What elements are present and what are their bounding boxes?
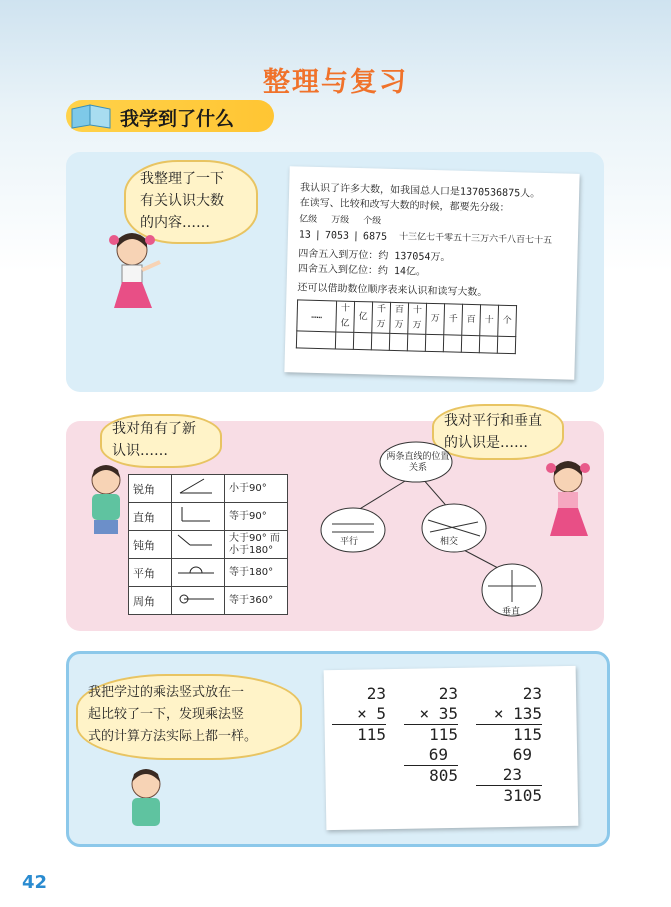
- place-value-empty-cell: [461, 335, 479, 352]
- place-value-cell: 十亿: [336, 301, 355, 332]
- calc-partial: 69: [428, 745, 448, 764]
- place-value-empty-cell: [296, 331, 335, 349]
- angle-desc: 小于90°: [225, 475, 288, 503]
- angle-table: [128, 474, 288, 615]
- angle-name: 钝角: [129, 531, 172, 559]
- angle-desc: 大于90° 而小于180°: [225, 531, 288, 559]
- place-value-empty-cell: [335, 332, 353, 349]
- tree-intersect-label: 相交: [440, 537, 459, 547]
- tree-perpendicular-label: 垂直: [502, 607, 521, 617]
- grade-ge: 个级: [363, 216, 382, 227]
- calc-result: 805: [404, 765, 458, 786]
- angle-shape-icon: [172, 559, 225, 587]
- calc-partial: 69: [512, 745, 532, 764]
- angle-shape-icon: [172, 475, 225, 503]
- angle-name: 锐角: [129, 475, 172, 503]
- grade-wan: 万级: [331, 215, 350, 226]
- calc-result: 115: [332, 724, 386, 745]
- place-value-cell: 千: [444, 304, 463, 335]
- angle-desc: 等于360°: [225, 587, 288, 615]
- bubble-line: 我对平行和垂直: [444, 413, 542, 429]
- angle-row: [129, 531, 288, 559]
- tree-parallel-label: 平行: [340, 537, 359, 547]
- round-to-yi: 四舍五入到亿位：约 14亿。: [297, 263, 427, 278]
- calc-operand: × 35: [419, 704, 458, 723]
- place-value-empty-cell: [353, 332, 371, 349]
- calc-operand: × 5: [357, 704, 386, 723]
- angle-shape-icon: [172, 587, 225, 615]
- place-value-empty-cell: [497, 336, 515, 353]
- number-part-yi: 13: [298, 229, 312, 241]
- number-part-ge: 6875: [362, 231, 388, 243]
- angle-name: 平角: [129, 559, 172, 587]
- bubble-text-big-numbers: [140, 168, 250, 234]
- number-part-wan: 7053: [324, 230, 350, 242]
- bubble-text-multiplication: [88, 682, 257, 748]
- angle-desc: 等于180°: [225, 559, 288, 587]
- note-line: 在读写、比较和改写大数的时候，都要先分级：: [299, 197, 510, 214]
- bubble-line: 式的计算方法实际上都一样。: [88, 729, 258, 744]
- place-value-cell: 千万: [372, 302, 391, 333]
- bubble-line: 我对角有了新: [112, 421, 196, 437]
- place-value-empty-cell: [425, 334, 443, 351]
- calc-23x135: [476, 684, 542, 806]
- calc-partial: 23: [502, 765, 522, 784]
- calc-operand: 23: [438, 684, 458, 703]
- grade-yi: 亿级: [299, 214, 318, 225]
- angle-shape-icon: [172, 503, 225, 531]
- place-value-empty-cell: [371, 333, 389, 350]
- angle-row: [129, 475, 288, 503]
- place-value-cell: ……: [297, 300, 337, 332]
- place-value-cell: 百: [462, 304, 481, 335]
- place-value-cell: 亿: [354, 301, 373, 332]
- calc-operand: × 135: [493, 704, 542, 723]
- page-number: 42: [22, 872, 48, 893]
- angle-desc: 等于90°: [225, 503, 288, 531]
- calc-23x35: [404, 684, 458, 786]
- calc-23x5: [332, 684, 386, 745]
- place-value-empty-cell: [389, 333, 407, 350]
- bubble-line: 的内容……: [140, 215, 210, 231]
- page-title: 整理与复习: [263, 67, 408, 98]
- angle-row: [129, 503, 288, 531]
- bubble-line: 起比较了一下，发现乘法竖: [88, 707, 245, 722]
- angle-name: 直角: [129, 503, 172, 531]
- calc-operand: 23: [366, 684, 386, 703]
- girl-illustration: [100, 230, 170, 320]
- note-line: 我认识了许多大数，如我国总人口是1370536875人。: [299, 182, 541, 200]
- boy-illustration-2: [116, 766, 178, 838]
- angle-row: [129, 559, 288, 587]
- number-reading: 十三亿七千零五十三万六千八百七十五: [398, 232, 553, 247]
- angle-shape-icon: [172, 531, 225, 559]
- round-to-wan: 四舍五入到万位：约 137054万。: [298, 248, 451, 264]
- note-big-numbers-content: 我认识了许多大数，如我国总人口是1370536875人。 在读写、比较和改写大数的时候，都要先分级： 亿级 万级 个级 13 | 7053 | 6875 十三亿七千零五十三万六千八百七十五 四舍五入到万位：约 137054万。 四舍五入到亿位：约 14亿。 还可以借助数位顺序表来认识和读写大数。 …… 十亿 亿 千万 百万 十万 万 千 百 十 个: [296, 180, 572, 355]
- place-value-empty-cell: [443, 335, 461, 352]
- place-value-cell: 十: [480, 305, 499, 336]
- bubble-line: 我整理了一下: [140, 171, 224, 187]
- book-icon: [70, 103, 112, 129]
- boy-illustration: [78, 462, 134, 542]
- bubble-text-angles: [112, 418, 196, 462]
- section-banner-text: 我学到了什么: [120, 108, 235, 130]
- place-value-cell: 百万: [390, 302, 409, 333]
- calc-result: 3105: [476, 785, 542, 806]
- bubble-line: 有关认识大数: [140, 193, 224, 209]
- place-value-table: [296, 299, 517, 354]
- calc-operand: 23: [522, 684, 542, 703]
- angle-row: [129, 587, 288, 615]
- place-value-cell: 万: [426, 303, 445, 334]
- angle-table-wrap: [128, 474, 288, 615]
- calc-partial: 115: [404, 724, 458, 745]
- bubble-line: 的认识是……: [444, 435, 528, 451]
- calc-partial: 115: [476, 724, 542, 745]
- place-value-empty-cell: [479, 336, 497, 353]
- place-value-cell: 个: [498, 305, 517, 336]
- place-value-cell: 十万: [408, 303, 427, 334]
- bubble-line: 我把学过的乘法竖式放在一: [88, 685, 245, 700]
- angle-name: 周角: [129, 587, 172, 615]
- place-value-empty-cell: [407, 334, 425, 351]
- bubble-line: 认识……: [112, 443, 168, 459]
- tree-root-label: 两条直线的位置关系: [386, 452, 450, 473]
- table-caption: 还可以借助数位顺序表来认识和读写大数。: [297, 282, 488, 299]
